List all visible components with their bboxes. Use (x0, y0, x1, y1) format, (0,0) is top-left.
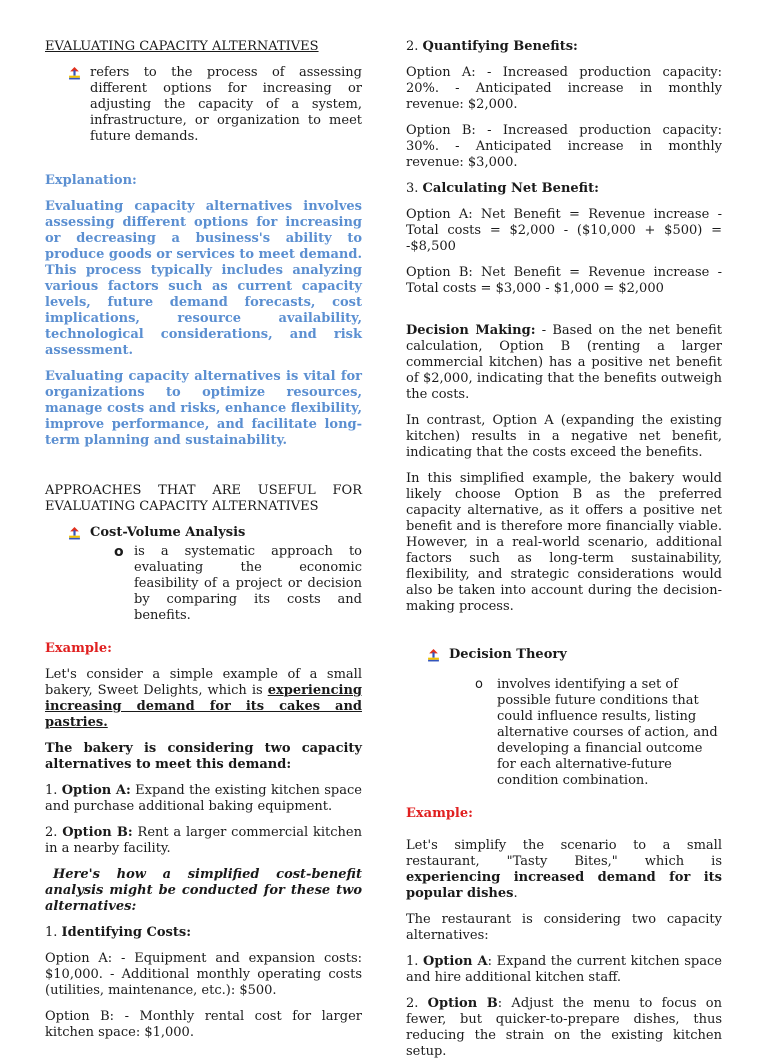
step-quantifying-benefits: 2. Quantifying Benefits: (406, 39, 578, 54)
bakery-option-b: 2. Option B: Rent a larger commercial kitchen in a nearby facility. (45, 825, 362, 856)
definition-bullet (45, 65, 362, 145)
benefits-option-b: Option B: - Increased production capacity: 30%. - Anticipated increase in monthly revenue: $3,000. (406, 123, 722, 170)
net-benefit-option-a: Option A: Net Benefit = Revenue increase - Total costs = $2,000 - ($10,000 + $500) = -$8,500 (406, 207, 722, 254)
arrow-bullet-icon (427, 649, 440, 662)
approaches-heading: APPROACHES THAT ARE USEFUL FOR EVALUATING CAPACITY ALTERNATIVES (45, 483, 362, 514)
cba-intro: Here's how a simplified cost-benefit analysis might be conducted for these two alternatives: (45, 867, 362, 914)
example-label: Example: (45, 641, 112, 656)
right-column (406, 39, 722, 1060)
cva-description: is a systematic approach to evaluating the economic feasibility of a project or decision by comparing its costs and benefits. (134, 544, 362, 623)
contrast-paragraph: In contrast, Option A (expanding the existing kitchen) results in a negative net benefit, indicating that the costs exceed the benefits. (406, 413, 722, 460)
bakery-considering: The bakery is considering two capacity alternatives to meet this demand: (45, 741, 362, 772)
benefits-option-a: Option A: - Increased production capacity: 20%. - Anticipated increase in monthly revenue: $2,000. (406, 65, 722, 112)
arrow-bullet-icon (68, 527, 81, 540)
section-title: EVALUATING CAPACITY ALTERNATIVES (45, 39, 319, 54)
decision-theory-bullet (406, 647, 722, 663)
bakery-intro: Let's consider a simple example of a small bakery, Sweet Delights, which is experiencing increasing demand for its cakes and pastries. (45, 667, 362, 730)
explanation-paragraph-1: Evaluating capacity alternatives involves assessing different options for increasing or decreasing a business's ability to produce goods or services to meet demand. This process typically includes analyzing various factors such as current capacity levels, future demand forecasts, cost implications, resource availability, technological considerations, and risk assessment. (45, 199, 362, 358)
circle-bullet-icon: o (114, 544, 124, 560)
costs-option-a: Option A: - Equipment and expansion costs: $10,000. - Additional monthly operating costs (utilities, maintenance, etc.): $500. (45, 951, 362, 998)
restaurant-option-a: 1. Option A: Expand the current kitchen space and hire additional kitchen staff. (406, 954, 722, 985)
left-column (45, 39, 362, 1041)
explanation-paragraph-2: Evaluating capacity alternatives is vital for organizations to optimize resources, manage costs and risks, enhance flexibility, improve performance, and facilitate long-term planning and sustainability. (45, 369, 362, 448)
bakery-option-a: 1. Option A: Expand the existing kitchen space and purchase additional baking equipment. (45, 783, 362, 814)
circle-bullet-icon: o (475, 677, 483, 692)
arrow-bullet-icon (68, 67, 81, 80)
cva-title: Cost-Volume Analysis (90, 525, 246, 540)
restaurant-intro: Let's simplify the scenario to a small restaurant, "Tasty Bites," which is experiencing increased demand for its popular dishes. (406, 838, 722, 901)
example-label-2: Example: (406, 806, 473, 821)
explanation-label: Explanation: (45, 173, 137, 188)
decision-theory-title: Decision Theory (449, 647, 567, 662)
restaurant-option-b: 2. Option B: Adjust the menu to focus on fewer, but quicker-to-prepare dishes, thus reducing the strain on the existing kitchen setup. (406, 996, 722, 1059)
step-identifying-costs: 1. Identifying Costs: (45, 925, 191, 940)
conclusion-paragraph: In this simplified example, the bakery would likely choose Option B as the preferred capacity alternative, as it offers a positive net benefit and is therefore more financially viable. However, in a real-world scenario, additional factors such as long-term sustainability, flexibility, and strategic considerations would also be taken into account during the decision-making process. (406, 471, 722, 614)
definition-text: refers to the process of assessing different options for increasing or adjusting the capacity of a system, infrastructure, or organization to meet future demands. (90, 65, 362, 144)
decision-theory-sub-bullet (406, 677, 722, 789)
decision-theory-description: involves identifying a set of possible future conditions that could influence results, listing alternative courses of action, and developing a financial outcome for each alternative-future condition combination. (497, 677, 718, 788)
decision-making: Decision Making: - Based on the net benefit calculation, Option B (renting a larger commercial kitchen) has a positive net benefit of $2,000, indicating that the benefits outweigh the costs. (406, 323, 722, 402)
cva-sub-bullet (45, 544, 362, 624)
net-benefit-option-b: Option B: Net Benefit = Revenue increase - Total costs = $3,000 - $1,000 = $2,000 (406, 265, 722, 296)
step-net-benefit: 3. Calculating Net Benefit: (406, 181, 599, 196)
costs-option-b: Option B: - Monthly rental cost for larger kitchen space: $1,000. (45, 1009, 362, 1040)
restaurant-considering: The restaurant is considering two capacity alternatives: (406, 912, 722, 943)
cva-bullet (45, 525, 362, 541)
